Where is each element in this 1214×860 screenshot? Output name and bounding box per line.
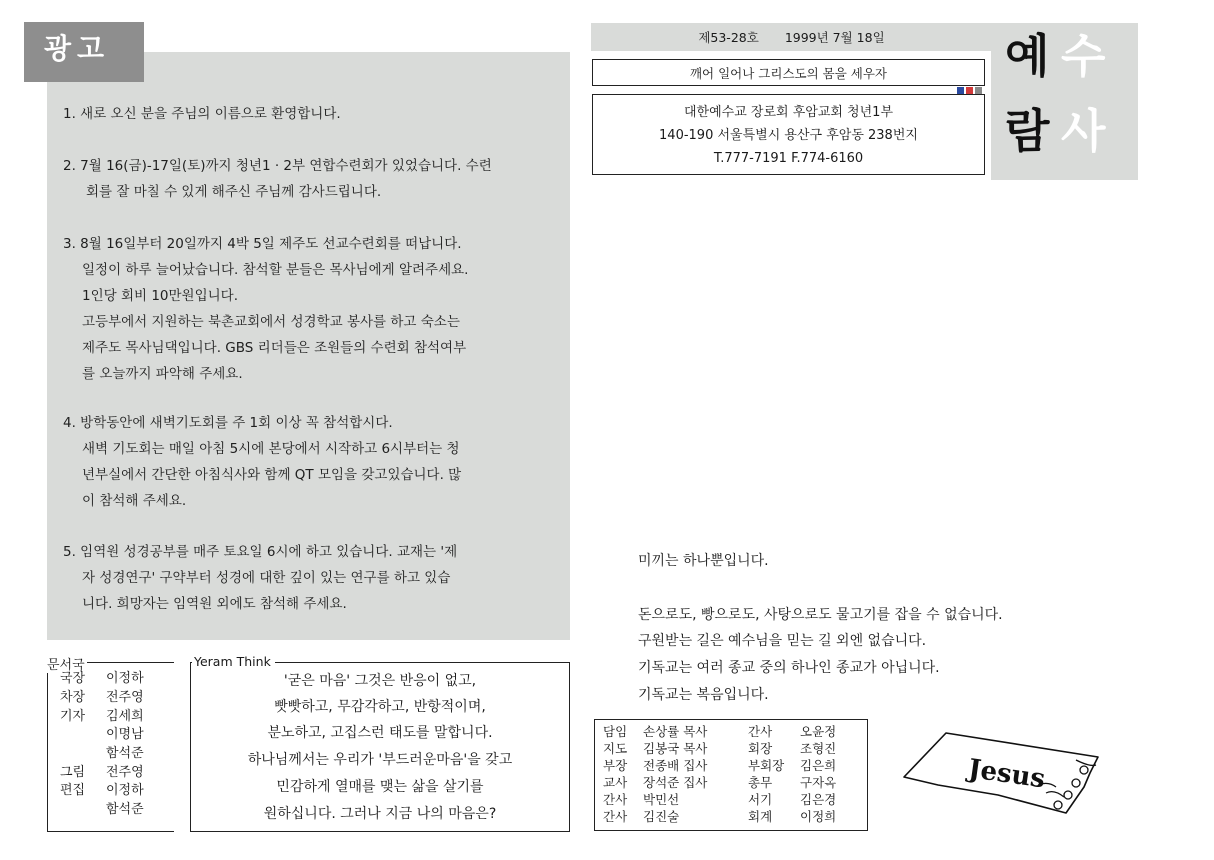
issue-bar xyxy=(591,23,992,51)
gospel-line: 미끼는 하나뿐입니다. xyxy=(638,553,769,569)
tag-circle xyxy=(1054,801,1062,809)
officer-role: 부장 xyxy=(603,758,628,773)
tag-squiggle xyxy=(1076,760,1096,765)
announcement-line: 회를 잘 마칠 수 있게 해주신 주님께 감사드립니다. xyxy=(86,184,382,200)
officer-role: 담임 xyxy=(603,724,628,739)
officer-name: 김진술 xyxy=(643,809,680,824)
officer-role: 간사 xyxy=(603,792,628,807)
officer-name: 김은희 xyxy=(800,758,837,773)
officer-name: 조형진 xyxy=(800,741,837,756)
announcement-line: 제주도 목사님댁입니다. GBS 리더들은 조원들의 수련회 참석여부 xyxy=(82,340,467,356)
officer-role: 지도 xyxy=(603,741,628,756)
announcement-line: 새벽 기도회는 매일 아침 5시에 본당에서 시작하고 6시부터는 청 xyxy=(82,441,460,457)
officer-name: 손상률 목사 xyxy=(643,724,708,739)
officer-role: 간사 xyxy=(603,809,628,824)
accent-square-red xyxy=(966,87,973,94)
gospel-line: 구원받는 길은 예수님을 믿는 길 외엔 없습니다. xyxy=(638,633,927,649)
title-char: 예 xyxy=(1005,29,1050,83)
officer-role: 간사 xyxy=(748,724,773,739)
officer-role: 회장 xyxy=(748,741,773,756)
officer-name: 이정희 xyxy=(800,809,837,824)
officer-name: 김은경 xyxy=(800,792,837,807)
staff-role: 그림 xyxy=(60,765,86,780)
officer-name: 오윤정 xyxy=(800,724,837,739)
jesus-text: Jesus xyxy=(966,753,1047,795)
announcement-line: 1. 새로 오신 분을 주님의 이름으로 환영합니다. xyxy=(63,106,341,122)
staff-role: 차장 xyxy=(60,690,86,705)
announcement-line: 5. 임역원 성경공부를 매주 토요일 6시에 하고 있습니다. 교재는 '제 xyxy=(63,544,458,560)
church-info-box xyxy=(592,94,985,175)
staff-role: 기자 xyxy=(60,709,86,724)
church-phone: T.777-7191 F.774-6160 xyxy=(713,151,864,166)
accent-square-blue xyxy=(957,87,964,94)
gospel-line: 돈으로도, 빵으로도, 사탕으로도 물고기를 잡을 수 없습니다. xyxy=(638,607,1003,623)
staff-person: 이정하 xyxy=(106,671,144,686)
officer-role: 총무 xyxy=(748,775,773,790)
staff-row xyxy=(60,670,85,687)
title-char: 람 xyxy=(1005,104,1050,158)
think-line: 하나님께서는 우리가 '부드러운마음'을 갖고 xyxy=(247,752,513,768)
ad-tag-label: 광고 xyxy=(44,32,111,65)
title-char: 수 xyxy=(1061,29,1106,83)
tag-circle xyxy=(1080,766,1088,774)
church-address: 140-190 서울특별시 용산구 후암동 238번지 xyxy=(659,128,918,143)
officer-name: 구자옥 xyxy=(800,775,837,790)
staff-person: 이명남 xyxy=(106,727,144,742)
think-line: 분노하고, 고집스런 태도를 말합니다. xyxy=(267,725,493,741)
church-name: 대한예수교 장로회 후암교회 청년1부 xyxy=(683,105,894,120)
staff-person: 이정하 xyxy=(106,783,144,798)
gospel-line: 기독교는 복음입니다. xyxy=(638,687,769,703)
announcement-line: 2. 7월 16(금)-17일(토)까지 청년1 · 2부 연합수련회가 있었습니다. 수련 xyxy=(63,158,492,174)
announcement-line: 자 성경연구' 구약부터 성경에 대한 깊이 있는 연구를 하고 있습 xyxy=(82,570,451,586)
issue-number: 제53-28호 xyxy=(698,30,759,45)
officer-name: 장석준 집사 xyxy=(643,775,708,790)
title-char: 사 xyxy=(1061,104,1106,158)
staff-person: 전주영 xyxy=(106,690,144,705)
accent-square-gray xyxy=(975,87,982,94)
tag-circle xyxy=(1072,779,1080,787)
ad-tag xyxy=(24,22,144,82)
staff-person: 함석준 xyxy=(106,802,144,817)
officer-role: 서기 xyxy=(748,792,773,807)
slogan-box xyxy=(592,59,985,86)
staff-role: 국장 xyxy=(60,671,86,686)
staff-person: 함석준 xyxy=(106,746,144,761)
officer-name: 박민선 xyxy=(643,792,680,807)
staff-person: 김세희 xyxy=(106,709,144,724)
announcement-line: 이 참석해 주세요. xyxy=(82,493,187,509)
yeram-think-title: Yeram Think xyxy=(192,654,275,669)
officer-name: 김봉국 목사 xyxy=(643,741,708,756)
staff-person: 전주영 xyxy=(106,765,144,780)
staff-title: 문서국 xyxy=(47,654,87,673)
think-line: '굳은 마음' 그것은 반응이 없고, xyxy=(283,673,477,689)
officer-role: 교사 xyxy=(603,775,628,790)
think-line: 민감하게 열매를 맺는 삶을 살기를 xyxy=(276,779,484,795)
officer-role: 부회장 xyxy=(748,758,785,773)
announcement-line: 3. 8월 16일부터 20일까지 4박 5일 제주도 선교수련회를 떠납니다. xyxy=(63,236,462,252)
announcement-line: 일정이 하루 늘어났습니다. 참석할 분들은 목사님에게 알려주세요. xyxy=(82,262,469,278)
announcement-line: 년부실에서 간단한 아침식사와 함께 QT 모임을 갖고있습니다. 많 xyxy=(82,467,462,483)
announcement-line: 를 오늘까지 파악해 주세요. xyxy=(82,366,243,382)
jesus-tag-drawing xyxy=(898,715,1128,825)
announcement-line: 니다. 희망자는 임역원 외에도 참석해 주세요. xyxy=(82,596,347,612)
think-line: 빳빳하고, 무감각하고, 반항적이며, xyxy=(274,699,486,715)
gospel-line: 기독교는 여러 종교 중의 하나인 종교가 아닙니다. xyxy=(638,660,940,676)
tag-circle xyxy=(1064,791,1072,799)
officer-name: 전종배 집사 xyxy=(643,758,708,773)
announcement-line: 4. 방학동안에 새벽기도회를 주 1회 이상 꼭 참석합시다. xyxy=(63,415,393,431)
staff-role: 편집 xyxy=(60,783,86,798)
slogan: 깨어 일어나 그리스도의 몸을 세우자 xyxy=(689,65,888,81)
masthead-title xyxy=(991,23,1138,180)
officer-role: 회계 xyxy=(748,809,773,824)
announcement-line: 고등부에서 지원하는 북촌교회에서 성경학교 봉사를 하고 숙소는 xyxy=(82,314,460,330)
announcement-line: 1인당 회비 10만원입니다. xyxy=(82,288,239,304)
think-line: 원하십니다. 그러나 지금 나의 마음은? xyxy=(263,806,497,822)
issue-date: 1999년 7월 18일 xyxy=(784,30,885,45)
